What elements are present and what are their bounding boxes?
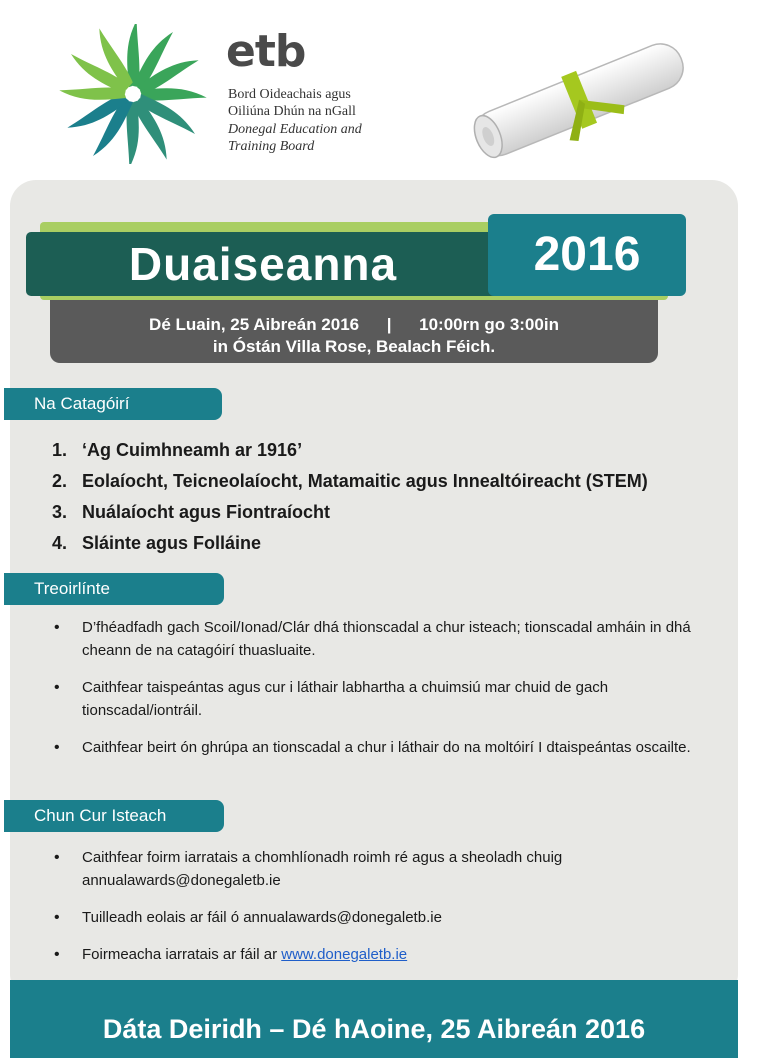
list-item: • Caithfear beirt ón ghrúpa an tionscadal a chur i láthair do na moltóirí I dtaispeántas oscailte. bbox=[54, 736, 714, 759]
guidelines-heading: Treoirlínte bbox=[4, 573, 224, 605]
event-time: 10:00rn go 3:00in bbox=[419, 315, 559, 334]
list-item: • Caithfear taispeántas agus cur i láthair labhartha a chuimsiú mar chuid de gach tionscadal/iontráil. bbox=[54, 676, 714, 722]
categories-list bbox=[52, 435, 712, 559]
list-item: • Foirmeacha iarratais ar fáil ar www.donegaletb.ie bbox=[54, 943, 714, 966]
list-item: • Tuilleadh eolais ar fáil ó annualawards@donegaletb.ie bbox=[54, 906, 714, 929]
list-item: 3. Nuálaíocht agus Fiontraíocht bbox=[52, 502, 331, 522]
website-link[interactable]: www.donegaletb.ie bbox=[281, 946, 408, 963]
etb-logo-text: etb bbox=[226, 26, 306, 77]
board-name-english: Donegal Education and Training Board bbox=[228, 122, 362, 154]
swirl-logo-icon bbox=[58, 24, 208, 164]
list-item: • D’fhéadfadh gach Scoil/Ionad/Clár dhá thionscadal a chur isteach; tionscadal amháin in dhá cheann de na catagóirí thuasluaite. bbox=[54, 616, 714, 662]
list-item: 2. Eolaíocht, Teicneolaíocht, Matamaitic agus Innealtóireacht (STEM) bbox=[52, 471, 648, 491]
guidelines-list bbox=[54, 616, 714, 759]
board-name-irish: Bord Oideachais agus Oiliúna Dhún na nGall bbox=[228, 87, 356, 119]
event-date: Dé Luain, 25 Aibreán 2016 bbox=[149, 315, 360, 334]
diploma-scroll-icon bbox=[458, 22, 698, 172]
list-item: 4. Sláinte agus Folláine bbox=[52, 533, 262, 553]
categories-heading: Na Catagóirí bbox=[4, 388, 222, 420]
submission-heading: Chun Cur Isteach bbox=[4, 800, 224, 832]
header bbox=[0, 0, 762, 175]
title-year: 2016 bbox=[488, 214, 686, 296]
event-venue: in Óstán Villa Rose, Bealach Féich. bbox=[212, 337, 496, 356]
deadline-footer: Dáta Deiridh – Dé hAoine, 25 Aibreán 2016 bbox=[10, 1000, 738, 1058]
page-title: Duaiseanna bbox=[128, 238, 398, 290]
submission-list bbox=[54, 846, 714, 966]
list-item: 1. ‘Ag Cuimhneamh ar 1916’ bbox=[52, 440, 303, 460]
list-item: • Caithfear foirm iarratais a chomhlíonadh roimh ré agus a sheoladh chuig annualawards@donegaletb.ie bbox=[54, 846, 714, 892]
event-separator: | bbox=[386, 315, 392, 334]
event-details-bar bbox=[50, 300, 658, 363]
